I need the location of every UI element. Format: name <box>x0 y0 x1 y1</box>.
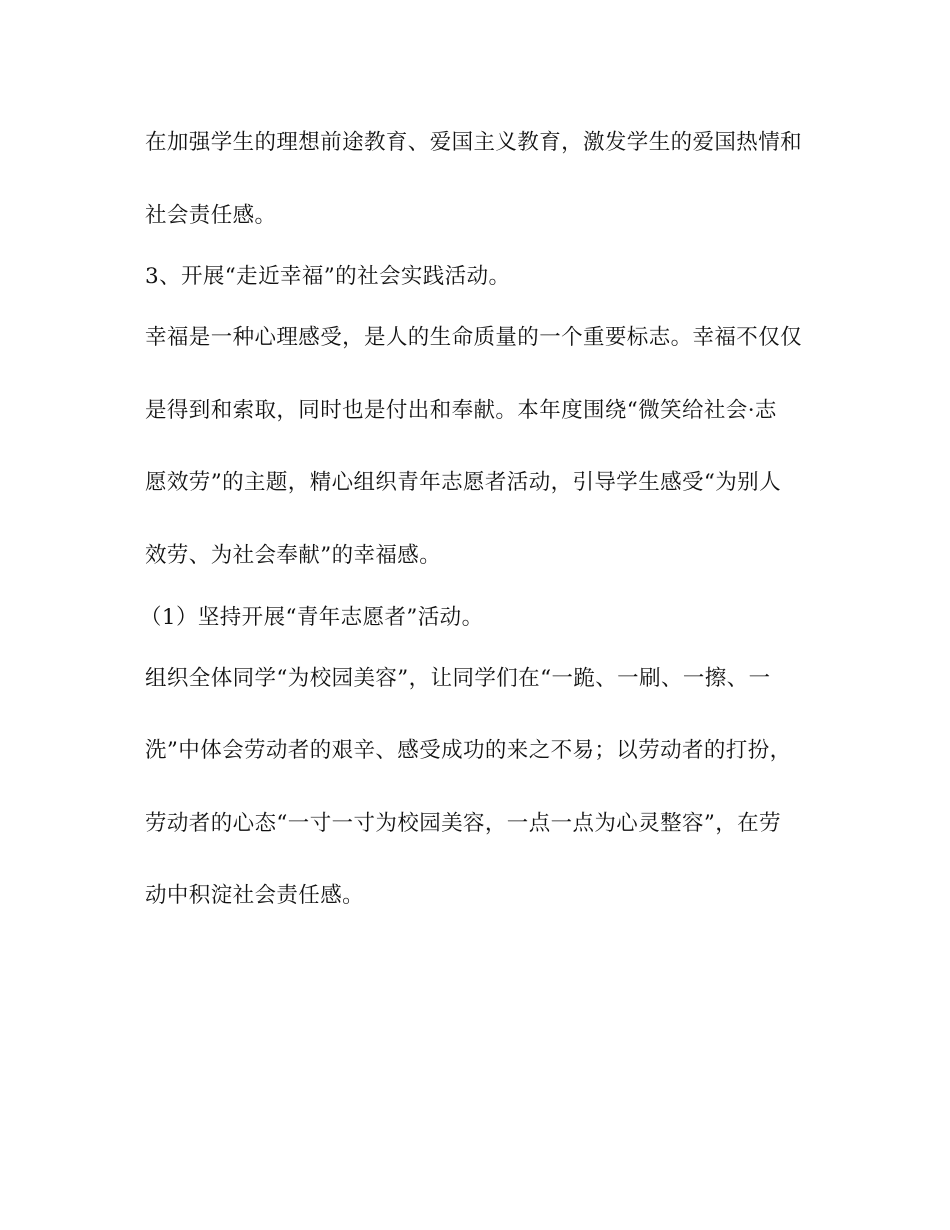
paragraph-line: 效劳、为社会奉献”的幸福感。 <box>145 543 442 568</box>
paragraph-line: 在加强学生的理想前途教育、爱国主义教育，激发学生的爱国热情和 <box>145 130 803 155</box>
paragraph-line: 组织全体同学“为校园美容”，让同学们在“一跪、一刷、一擦、一 <box>145 666 771 691</box>
paragraph-line: 社会责任感。 <box>145 203 277 228</box>
paragraph-line: 洗”中体会劳动者的艰辛、感受成功的来之不易；以劳动者的打扮， <box>145 738 792 763</box>
paragraph-line: 劳动者的心态“一寸一寸为校园美容，一点一点为心灵整容”，在劳 <box>145 811 781 836</box>
paragraph-line: 动中积淀社会责任感。 <box>145 883 365 908</box>
paragraph-line: 是得到和索取，同时也是付出和奉献。本年度围绕“微笑给社会·志 <box>145 398 777 423</box>
paragraph-line: 愿效劳”的主题，精心组织青年志愿者活动，引导学生感受“为别人 <box>145 470 781 495</box>
section-heading: 3、开展“走近幸福”的社会实践活动。 <box>145 264 511 289</box>
subsection-heading: （1）坚持开展“青年志愿者”活动。 <box>140 605 484 630</box>
paragraph-line: 幸福是一种心理感受，是人的生命质量的一个重要标志。幸福不仅仅 <box>145 325 803 350</box>
